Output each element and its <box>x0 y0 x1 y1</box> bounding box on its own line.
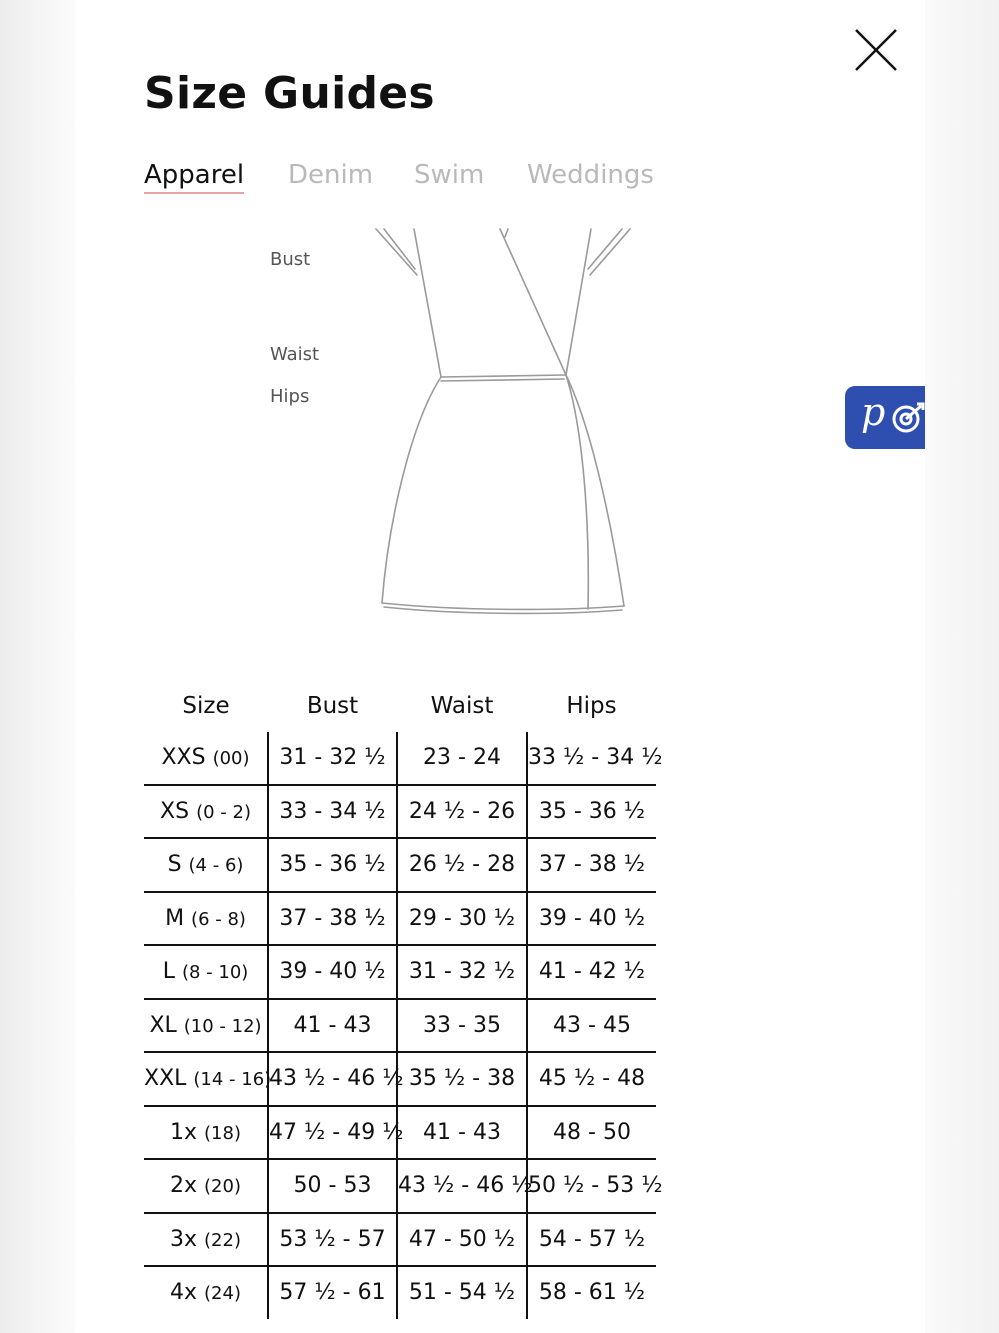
bust-cell: 33 - 34 ½ <box>268 785 397 839</box>
size-label: M <box>165 905 185 931</box>
waist-cell: 33 - 35 <box>397 999 527 1053</box>
size-number: (00) <box>212 748 250 770</box>
hips-cell: 43 - 45 <box>527 999 656 1053</box>
hips-cell: 39 - 40 ½ <box>527 892 656 946</box>
tab-denim[interactable]: Denim <box>288 160 374 190</box>
hips-cell: 37 - 38 ½ <box>527 838 656 892</box>
size-label: L <box>162 959 175 985</box>
waist-cell: 29 - 30 ½ <box>397 892 527 946</box>
hips-cell: 58 - 61 ½ <box>527 1266 656 1319</box>
table-row <box>144 838 656 892</box>
size-number: (20) <box>204 1176 241 1198</box>
size-number: (22) <box>204 1229 241 1251</box>
size-cell <box>144 1159 268 1213</box>
bust-cell: 43 ½ - 46 ½ <box>268 1052 397 1106</box>
wrap-dress-illustration <box>260 225 680 625</box>
waist-cell: 35 ½ - 38 <box>397 1052 527 1106</box>
table-row <box>144 999 656 1053</box>
waist-cell: 43 ½ - 46 ½ <box>397 1159 527 1213</box>
bust-cell: 31 - 32 ½ <box>268 732 397 785</box>
bust-cell: 47 ½ - 49 ½ <box>268 1106 397 1160</box>
table-row <box>144 785 656 839</box>
waist-cell: 51 - 54 ½ <box>397 1266 527 1319</box>
size-label: 3x <box>170 1226 198 1252</box>
size-label: XS <box>160 798 190 824</box>
size-label: 1x <box>170 1119 198 1145</box>
header-bust: Bust <box>306 693 359 719</box>
hips-cell: 33 ½ - 34 ½ <box>527 732 656 785</box>
badge-letter: p <box>861 390 886 434</box>
size-number: (24) <box>204 1283 241 1305</box>
size-chart-table <box>144 680 663 1319</box>
backdrop-right <box>925 0 999 1333</box>
waist-cell: 47 - 50 ½ <box>397 1213 527 1267</box>
diagram-label-waist: Waist <box>270 344 320 365</box>
waist-cell: 41 - 43 <box>397 1106 527 1160</box>
size-cell <box>144 892 268 946</box>
header-waist: Waist <box>430 693 494 719</box>
size-number: (14 - 16) <box>193 1069 272 1091</box>
hips-cell: 48 - 50 <box>527 1106 656 1160</box>
close-x-icon <box>853 27 899 73</box>
diagram-label-hips: Hips <box>270 386 310 407</box>
bust-cell: 53 ½ - 57 <box>268 1213 397 1267</box>
table-row <box>144 892 656 946</box>
size-label: 4x <box>170 1280 198 1306</box>
bust-cell: 39 - 40 ½ <box>268 945 397 999</box>
size-cell <box>144 945 268 999</box>
table-row <box>144 1266 656 1319</box>
bust-cell: 50 - 53 <box>268 1159 397 1213</box>
hips-cell: 50 ½ - 53 ½ <box>527 1159 656 1213</box>
size-label: XXL <box>144 1066 187 1092</box>
floating-app-badge[interactable] <box>845 386 925 449</box>
target-refresh-icon <box>891 400 925 436</box>
table-row <box>144 732 656 785</box>
size-label: 2x <box>170 1173 198 1199</box>
size-number: (18) <box>204 1122 241 1144</box>
table-row <box>144 1159 656 1213</box>
size-number: (6 - 8) <box>191 908 246 930</box>
measurement-diagram <box>260 225 680 625</box>
size-cell <box>144 1106 268 1160</box>
bust-cell: 37 - 38 ½ <box>268 892 397 946</box>
diagram-label-bust: Bust <box>270 249 311 270</box>
table-row <box>144 1213 656 1267</box>
hips-cell: 45 ½ - 48 <box>527 1052 656 1106</box>
size-number: (10 - 12) <box>183 1015 262 1037</box>
table-row <box>144 945 656 999</box>
hips-cell: 41 - 42 ½ <box>527 945 656 999</box>
size-cell <box>144 1052 272 1106</box>
waist-cell: 24 ½ - 26 <box>397 785 527 839</box>
size-cell <box>144 732 268 785</box>
hips-cell: 54 - 57 ½ <box>527 1213 656 1267</box>
waist-cell: 26 ½ - 28 <box>397 838 527 892</box>
size-cell <box>144 999 268 1053</box>
size-label: S <box>167 852 182 878</box>
tab-apparel[interactable]: Apparel <box>144 160 245 190</box>
bust-cell: 41 - 43 <box>268 999 397 1053</box>
size-cell <box>144 838 268 892</box>
size-cell <box>144 785 268 839</box>
backdrop-left <box>0 0 75 1333</box>
size-label: XXS <box>161 745 206 771</box>
size-number: (8 - 10) <box>181 962 249 984</box>
table-header-row <box>144 680 656 732</box>
bust-cell: 35 - 36 ½ <box>268 838 397 892</box>
size-number: (0 - 2) <box>196 801 251 823</box>
tab-weddings[interactable]: Weddings <box>527 160 654 190</box>
hips-cell: 35 - 36 ½ <box>527 785 656 839</box>
size-cell <box>144 1213 268 1267</box>
tab-swim[interactable]: Swim <box>414 160 485 190</box>
modal-title: Size Guides <box>144 68 435 119</box>
size-label: XL <box>149 1012 177 1038</box>
size-number: (4 - 6) <box>188 855 244 877</box>
header-hips: Hips <box>566 693 617 719</box>
waist-cell: 23 - 24 <box>397 732 527 785</box>
close-button[interactable] <box>853 27 899 73</box>
waist-cell: 31 - 32 ½ <box>397 945 527 999</box>
table-row <box>144 1052 656 1106</box>
header-size: Size <box>182 693 230 719</box>
size-cell <box>144 1266 268 1319</box>
bust-cell: 57 ½ - 61 <box>268 1266 397 1319</box>
table-row <box>144 1106 656 1160</box>
